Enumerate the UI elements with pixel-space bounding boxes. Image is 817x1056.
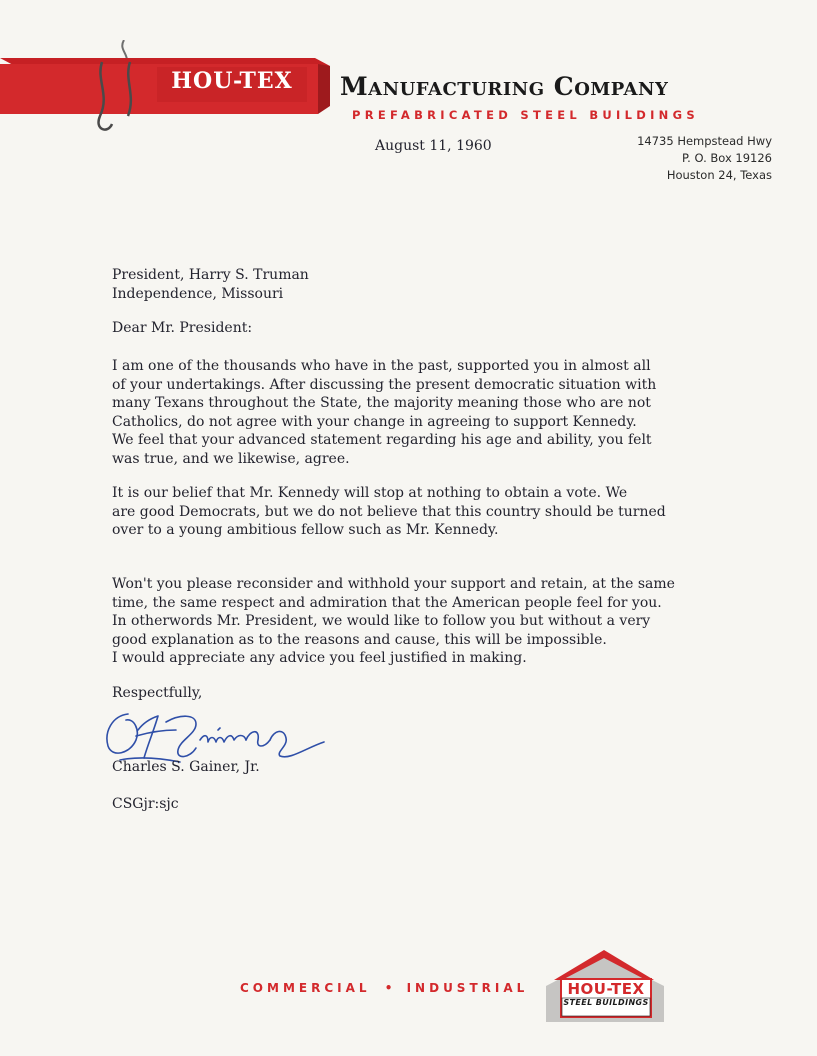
paragraph-1 [112, 357, 752, 468]
paragraph-3 [112, 575, 752, 649]
paragraph-line: over to a young ambitious fellow such as Mr. Kennedy. [112, 522, 499, 538]
company-name: Manufacturing Company [340, 72, 669, 101]
recipient-block [112, 266, 309, 304]
paragraph-line: We feel that your advanced statement regarding his age and ability, you felt [112, 432, 652, 448]
recipient-line: Independence, Missouri [112, 286, 284, 302]
salutation: Dear Mr. President: [112, 320, 253, 336]
company-tagline: PREFABRICATED STEEL BUILDINGS [352, 108, 699, 122]
paragraph-line: Won't you please reconsider and withhold your support and retain, at the same [112, 576, 675, 592]
closing: Respectfully, [112, 685, 203, 701]
footer-word-industrial: INDUSTRIAL [406, 981, 529, 995]
footer-bullet-separator: • [384, 981, 397, 995]
paragraph-line: Catholics, do not agree with your change in agreeing to support Kennedy. [112, 413, 637, 430]
handwritten-signature [100, 700, 335, 768]
paragraph-line: good explanation as to the reasons and cause, this will be impossible. [112, 631, 607, 648]
paragraph-line: I would appreciate any advice you feel justified in making. [112, 650, 527, 666]
footer-logo-brand: HOU-TEX [567, 980, 645, 998]
address-line: P. O. Box 19126 [682, 151, 772, 165]
recipient-line: President, Harry S. Truman [112, 267, 309, 283]
paragraph-line: In otherwords Mr. President, we would like to follow you but without a very [112, 613, 651, 629]
footer-word-commercial: COMMERCIAL [240, 981, 371, 995]
address-line: 14735 Hempstead Hwy [637, 134, 772, 148]
reference-initials: CSGjr:sjc [112, 796, 179, 812]
paragraph-2 [112, 484, 752, 540]
brand-name: HOU-TEX [171, 68, 293, 94]
paragraph-line: was true, and we likewise, agree. [112, 450, 350, 467]
company-address [637, 133, 772, 184]
footer-services [240, 981, 528, 995]
paragraph-line: of your undertakings. After discussing the present democratic situation with [112, 376, 657, 393]
paragraph-4 [112, 649, 752, 668]
paragraph-line: many Texans throughout the State, the majority meaning those who are not [112, 395, 651, 411]
paragraph-line: time, the same respect and admiration that the American people feel for you. [112, 594, 662, 611]
letter-date: August 11, 1960 [375, 138, 492, 154]
footer-logo-subtitle: STEEL BUILDINGS [563, 998, 649, 1007]
address-line: Houston 24, Texas [666, 168, 772, 182]
paragraph-line: I am one of the thousands who have in the past, supported you in almost all [112, 358, 651, 374]
paragraph-line: It is our belief that Mr. Kennedy will stop at nothing to obtain a vote. We [112, 485, 628, 501]
signer-name: Charles S. Gainer, Jr. [112, 759, 260, 775]
paragraph-line: are good Democrats, but we do not believe that this country should be turned [112, 503, 666, 520]
